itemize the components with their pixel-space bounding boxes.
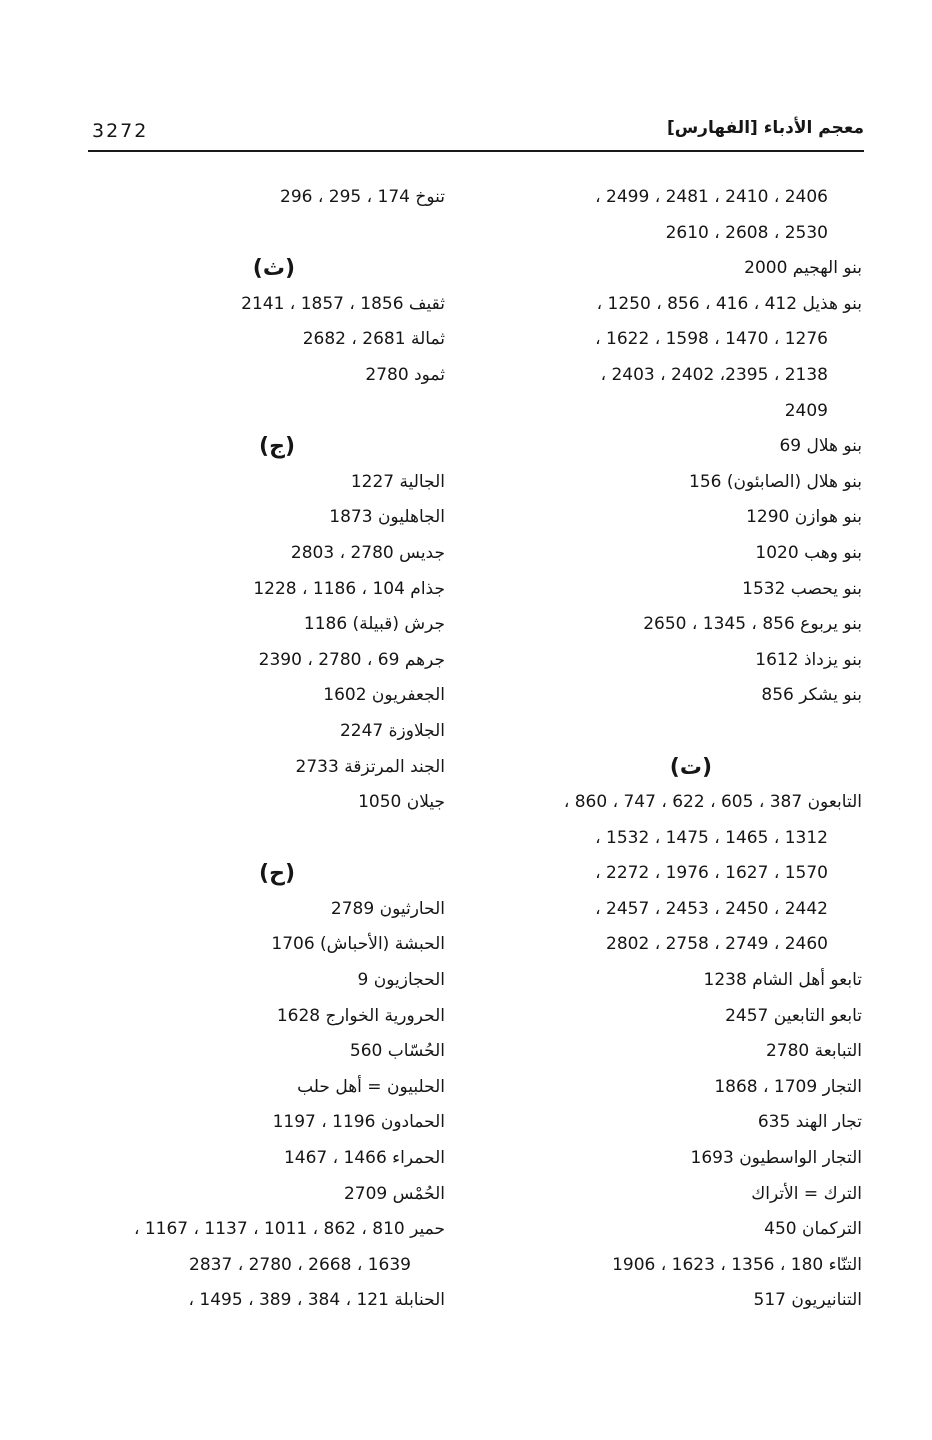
letter-heading: (ج): [259, 434, 295, 460]
index-entry: الحمادون 1196 ، 1197: [272, 1112, 445, 1133]
letter-heading: (ت): [669, 754, 712, 780]
index-entry: التبابعة 2780: [765, 1041, 862, 1062]
spacer: [80, 216, 445, 252]
index-entry: الجالية 1227: [350, 471, 445, 492]
index-entry: تابعو أهل الشام 1238: [703, 970, 862, 991]
header-rule: [88, 150, 864, 152]
index-entry: ثمالة 2681 ، 2682: [302, 329, 445, 350]
index-entry: بنو هلال 69: [779, 436, 862, 457]
index-column-right: [502, 180, 862, 1319]
index-entry: جذام 104 ، 1186 ، 1228: [253, 578, 445, 599]
index-entry: الجعفريون 1602: [323, 685, 445, 706]
index-entry: الجند المرتزقة 2733: [295, 756, 445, 777]
index-entry: تجار الهند 635: [757, 1112, 862, 1133]
index-column-left: [80, 180, 445, 1319]
index-entry: الحُسّاب 560: [349, 1041, 445, 1062]
index-entry: جديس 2780 ، 2803: [290, 542, 445, 563]
index-entry: الجاهليون 1873: [329, 507, 445, 528]
index-entry: ثمود 2780: [365, 364, 445, 385]
index-entry: التجار الواسطيون 1693: [690, 1148, 862, 1169]
index-entry: جرش (قبيلة) 1186: [303, 614, 445, 635]
letter-heading: (ح): [259, 861, 295, 887]
index-entry: التابعون 387 ، 605 ، 622 ، 747 ، 860 ،: [563, 792, 862, 813]
index-entry: التنانيريون 517: [753, 1290, 862, 1311]
index-entry: تنوخ 174 ، 295 ، 296: [280, 187, 445, 207]
letter-heading: (ث): [252, 256, 295, 282]
index-entry: الحنابلة 121 ، 384 ، 389 ، 1495 ،: [188, 1290, 445, 1311]
index-entry: الجلاوزة 2247: [339, 720, 445, 741]
index-entry: ثقيف 1856 ، 1857 ، 2141: [241, 293, 445, 314]
index-entry: جيلان 1050: [358, 792, 445, 813]
index-entry-continuation: 1570 ، 1627 ، 1976 ، 2272 ،: [595, 863, 828, 884]
index-entry: بنو هذيل 412 ، 416 ، 856 ، 1250 ،: [596, 293, 862, 314]
index-entry: حمير 810 ، 862 ، 1011 ، 1137 ، 1167 ،: [133, 1219, 445, 1240]
running-title: معجم الأدباء [الفهارس]: [666, 118, 864, 138]
index-entry-continuation: 1639 ، 2668 ، 2780 ، 2837: [189, 1254, 411, 1275]
index-entry: الحمراء 1466 ، 1467: [283, 1148, 445, 1169]
index-entry: الحبشة (الأحباش) 1706: [271, 934, 445, 955]
index-entry-continuation: 1312 ، 1465 ، 1475 ، 1532 ،: [595, 827, 828, 848]
index-entry: بنو يزداذ 1612: [755, 649, 862, 670]
index-entry: بنو الهجيم 2000: [744, 258, 862, 279]
index-entry: بنو يربوع 856 ، 1345 ، 2650: [643, 614, 862, 635]
spacer: [80, 821, 445, 857]
index-entry: الحُمْس 2709: [343, 1183, 445, 1204]
index-entry-continuation: 2530 ، 2608 ، 2610: [665, 222, 828, 243]
index-entry: الحارثيون 2789: [330, 898, 445, 919]
index-entry-continuation: 2460 ، 2749 ، 2758 ، 2802: [606, 934, 828, 955]
index-entry: الحلبيون = أهل حلب: [297, 1076, 445, 1097]
index-entry: الحجازيون 9: [357, 970, 445, 991]
index-entry: بنو يشكر 856: [761, 685, 862, 706]
index-entry-continuation: 2442 ، 2450 ، 2453 ، 2457 ،: [595, 898, 828, 919]
index-entry: التجار 1709 ، 1868: [714, 1076, 862, 1097]
index-entry: التركمان 450: [764, 1219, 862, 1240]
index-entry-continuation: 2406 ، 2410 ، 2481 ، 2499 ،: [595, 187, 828, 207]
index-entry: الحرورية الخوارج 1628: [276, 1005, 445, 1026]
spacer: [80, 394, 445, 430]
spacer: [502, 714, 862, 750]
index-entry: بنو وهب 1020: [755, 542, 862, 563]
page-header: [92, 118, 864, 148]
index-entry-continuation: 1276 ، 1470 ، 1598 ، 1622 ،: [595, 329, 828, 350]
index-entry: التنّاء 180 ، 1356 ، 1623 ، 1906: [612, 1254, 862, 1275]
index-entry: تابعو التابعين 2457: [725, 1005, 862, 1026]
index-entry: بنو يحصب 1532: [742, 578, 862, 599]
index-entry: الترك = الأتراك: [751, 1183, 862, 1204]
index-entry-continuation: 2138 ، 2395، 2402 ، 2403 ،: [600, 364, 828, 385]
index-entry: بنو هوازن 1290: [746, 507, 862, 528]
index-entry: جرهم 69 ، 2780 ، 2390: [258, 649, 445, 670]
page-number: 3272: [92, 120, 149, 142]
index-entry: بنو هلال (الصابئون) 156: [689, 471, 862, 492]
index-entry-continuation: 2409: [784, 400, 828, 421]
